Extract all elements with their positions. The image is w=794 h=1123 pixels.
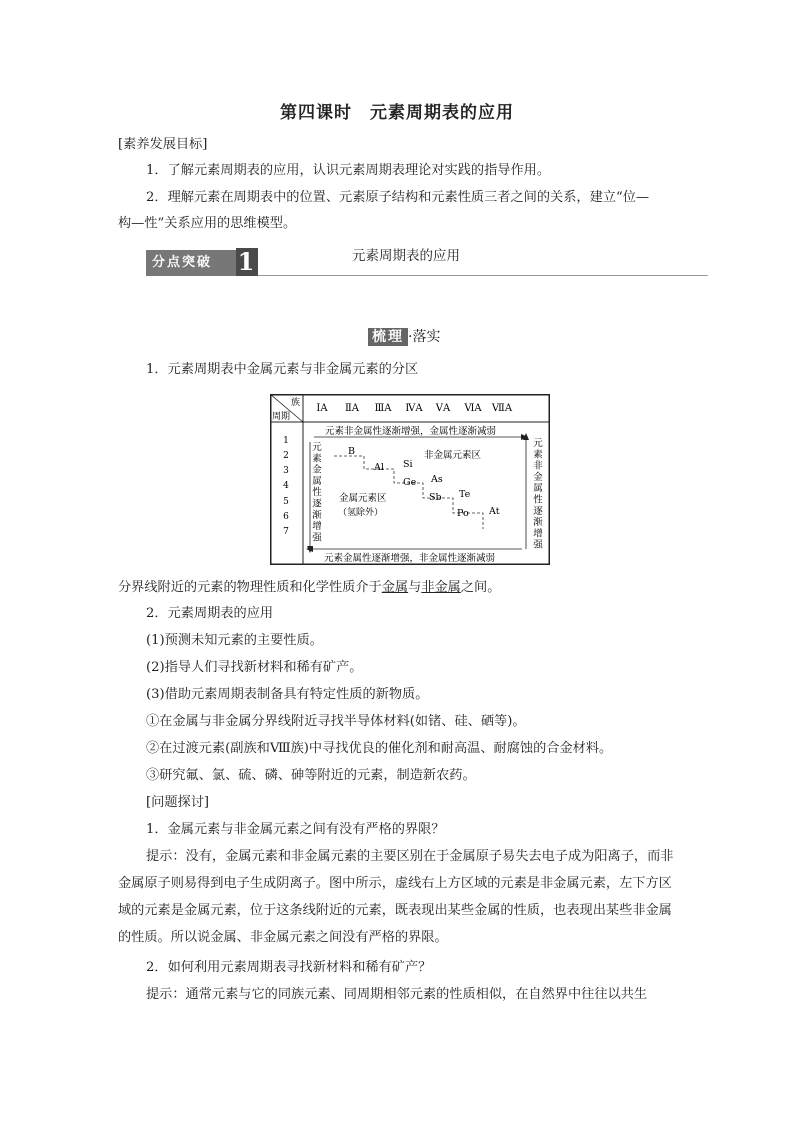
goals-header: [素养发展目标] <box>118 137 208 152</box>
lesson-title: 元素周期表的应用 <box>370 103 514 123</box>
period-label: 6 <box>283 512 289 522</box>
period-label: 7 <box>283 527 289 537</box>
period-label: 2 <box>283 451 289 461</box>
group-label: ⅥA <box>464 403 482 414</box>
application-3: (3)借助元素周期表制备具有特定性质的新物质。 <box>146 687 429 702</box>
vertical-label-char: 增 <box>312 521 322 533</box>
group-label: ⅠA <box>316 403 328 414</box>
goal-item-2-line-2: 构—性”关系应用的思维模型。 <box>118 216 297 231</box>
section-header <box>146 247 708 276</box>
page-title <box>0 98 794 123</box>
vertical-label-char: 增 <box>533 528 543 540</box>
element-po: Po <box>457 508 469 519</box>
period-label: 3 <box>283 466 289 476</box>
nonmetal-zone-label: 非金属元素区 <box>424 450 482 461</box>
vertical-label-char: 素 <box>533 449 543 461</box>
application-3c: ③研究氟、氯、硫、磷、砷等附近的元素，制造新农药。 <box>146 768 476 783</box>
question-2: 2．如何利用元素周期表寻找新材料和稀有矿产？ <box>146 960 432 975</box>
element-si: Si <box>403 459 413 470</box>
vertical-label-char: 性 <box>312 487 322 499</box>
left-arrow-label <box>312 442 322 543</box>
periodic-table-figure <box>270 394 550 565</box>
section-badge-number: 1 <box>237 247 257 276</box>
vertical-label-char: 非 <box>533 460 543 472</box>
periodic-table-diagram <box>270 394 550 565</box>
vertical-label-char: 属 <box>533 483 543 495</box>
answer-2: 提示：通常元素与它的同族元素、同周期相邻元素的性质相似，在自然界中往往以共生 <box>146 987 648 1002</box>
group-label: ⅦA <box>491 403 513 414</box>
element-te: Te <box>459 489 471 500</box>
vertical-label-char: 素 <box>312 453 322 465</box>
section-title: 元素周期表的应用 <box>352 248 460 264</box>
application-1: (1)预测未知元素的主要性质。 <box>146 633 323 648</box>
vertical-label-char: 金 <box>312 464 322 476</box>
vertical-label-char: 金 <box>533 471 543 483</box>
discussion-header: [问题探讨] <box>146 795 210 810</box>
right-arrow-label <box>533 438 543 551</box>
sub-section-header <box>368 326 440 346</box>
boundary-post: 之间。 <box>460 580 501 595</box>
sub-section-rest: ·落实 <box>408 329 441 345</box>
answer-1: 提示：没有，金属元素和非金属元素的主要区别在于金属原子易失去电子成为阳离子，而非金属原子则易得到电子生成阴离子。图中所示，虚线右上方区域的元素是非金属元素，左下方区域的元素是金属元素，位于这条线附近的元素，既表现出某些金属的性质，也表现出某些非金属的性质。所以说金属、非金属元素之间没有严格的界限。 <box>118 849 674 945</box>
goal-item-1: 1．了解元素周期表的应用，认识元素周期表理论对实践的指导作用。 <box>146 163 551 178</box>
period-label: 4 <box>283 481 289 491</box>
section-badge-label: 分点突破 <box>152 255 213 270</box>
vertical-label-char: 强 <box>312 532 322 544</box>
section-badge <box>146 247 258 276</box>
element-ge: Ge <box>403 477 417 488</box>
boundary-sentence <box>118 579 500 597</box>
bottom-arrow-label: 元素金属性逐渐增强，非金属性逐渐减弱 <box>324 553 496 564</box>
group-label: ⅡA <box>344 403 360 414</box>
application-2: (2)指导人们寻找新材料和稀有矿产。 <box>146 660 363 675</box>
period-label: 1 <box>283 436 289 446</box>
vertical-label-char: 逐 <box>533 505 543 517</box>
goal-item-2-line-1: 2．理解元素在周期表中的位置、元素原子结构和元素性质三者之间的关系，建立“位— <box>146 190 650 205</box>
vertical-label-char: 属 <box>312 475 322 487</box>
element-at: At <box>489 506 500 517</box>
vertical-label-char: 逐 <box>312 498 322 510</box>
corner-top-label: 族 <box>291 398 301 408</box>
application-3b: ②在过渡元素(副族和Ⅷ族)中寻找优良的催化剂和耐高温、耐腐蚀的合金材料。 <box>146 741 613 756</box>
group-label: ⅢA <box>374 403 392 414</box>
sub-section-tag: 梳理 <box>368 328 408 346</box>
application-3a: ①在金属与非金属分界线附近寻找半导体材料(如锗、硅、硒等)。 <box>146 714 526 729</box>
metal-zone-label: 金属元素区 <box>339 493 387 504</box>
boundary-pre: 分界线附近的元素的物理性质和化学性质介于 <box>118 580 382 595</box>
vertical-label-char: 渐 <box>312 509 322 521</box>
vertical-label-char: 元 <box>312 442 322 453</box>
group-label: ⅣA <box>405 403 423 414</box>
section-rule <box>258 275 708 276</box>
question-1: 1．金属元素与非金属元素之间有没有严格的界限？ <box>146 822 445 837</box>
period-label: 5 <box>283 497 289 507</box>
paragraph-2-heading: 2．元素周期表的应用 <box>146 606 274 621</box>
element-b: B <box>348 446 355 457</box>
lesson-number: 第四课时 <box>280 103 352 123</box>
boundary-nonmetal: 非金属 <box>421 580 461 595</box>
metal-zone-note: （氢除外） <box>338 508 384 518</box>
corner-bottom-label: 周期 <box>272 412 291 422</box>
boundary-metal: 金属 <box>381 580 409 595</box>
vertical-label-char: 渐 <box>533 517 543 529</box>
top-arrow-label: 元素非金属性逐渐增强，金属性逐渐减弱 <box>325 426 497 437</box>
vertical-label-char: 元 <box>533 438 543 449</box>
vertical-label-char: 性 <box>533 494 543 506</box>
paragraph-1-heading: 1．元素周期表中金属元素与非金属元素的分区 <box>146 362 419 377</box>
group-label: ⅤA <box>435 403 451 414</box>
vertical-label-char: 强 <box>533 539 543 551</box>
element-as: As <box>431 474 443 485</box>
element-sb: Sb <box>429 492 442 503</box>
element-al: Al <box>374 462 384 473</box>
boundary-mid: 与 <box>408 580 422 595</box>
